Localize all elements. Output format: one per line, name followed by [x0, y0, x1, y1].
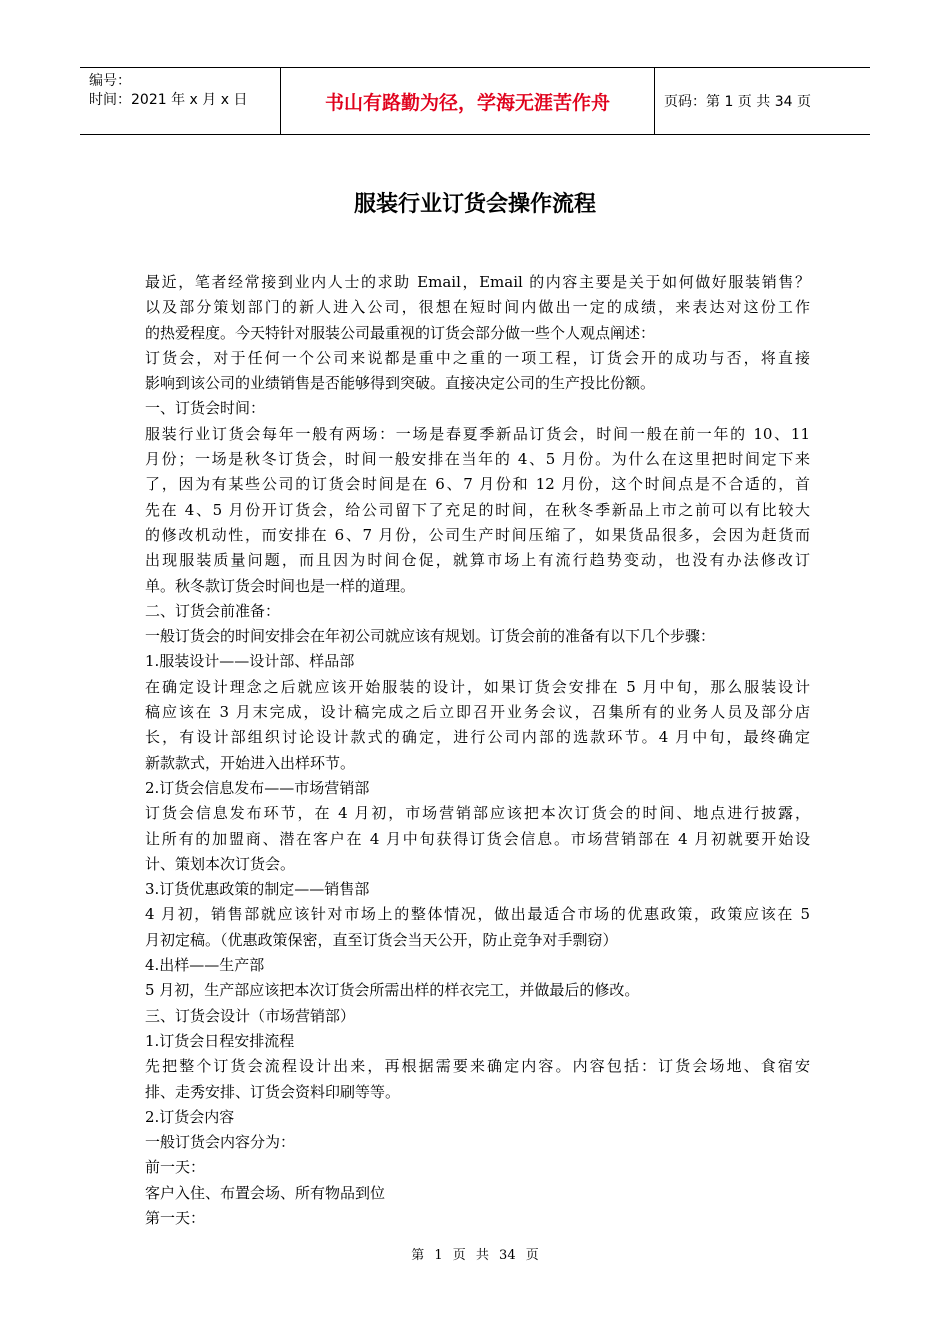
body-line: 服装行业订货会每年一般有两场：一场是春夏季新品订货会，时间一般在前一年的 10、11 — [145, 424, 810, 443]
body-line: 1.服装设计——设计部、样品部 — [145, 652, 355, 671]
header-meta — [80, 68, 281, 134]
body-line: 先在 4、5 月份开订货会，给公司留下了充足的时间，在秋冬季新品上市之前可以有比较大 — [145, 500, 810, 519]
body-line: 4.出样——生产部 — [145, 956, 265, 975]
body-line: 的热爱程度。今天特针对服装公司最重视的订货会部分做一些个人观点阐述： — [145, 323, 656, 342]
body-line: 一般订货会内容分为： — [145, 1133, 296, 1152]
body-line: 新款款式，开始进入出样环节。 — [145, 753, 356, 772]
date-label: 时间：2021 年 x 月 x 日 — [89, 92, 248, 108]
body-line: 在确定设计理念之后就应该开始服装的设计，如果订货会安排在 5 月中旬，那么服装设计 — [145, 677, 810, 696]
body-line: 月初定稿。（优惠政策保密，直至订货会当天公开，防止竞争对手剽窃） — [145, 930, 618, 949]
body-line: 让所有的加盟商、潜在客户在 4 月中旬获得订货会信息。市场营销部在 4 月初就要开始设 — [145, 829, 810, 848]
body-line: 2.订货会信息发布——市场营销部 — [145, 778, 370, 797]
document-title: 服装行业订货会操作流程 — [353, 192, 596, 217]
body-line: 出现服装质量问题，而且因为时间仓促，就算市场上有流行趋势变动，也没有办法修改订 — [145, 551, 810, 570]
header-motto: 书山有路勤为径，学海无涯苦作舟 — [281, 68, 655, 134]
body-line: 第一天： — [145, 1208, 206, 1227]
body-line: 先把整个订货会流程设计出来，再根据需要来确定内容。内容包括：订货会场地、食宿安 — [145, 1057, 810, 1076]
body-line: 4 月初，销售部就应该针对市场上的整体情况，做出最适合市场的优惠政策，政策应该在 5 — [145, 905, 810, 924]
body-line: 订货会信息发布环节，在 4 月初，市场营销部应该把本次订货会的时间、地点进行披露， — [145, 804, 810, 823]
body-line: 单。秋冬款订货会时间也是一样的道理。 — [145, 576, 416, 595]
body-line: 以及部分策划部门的新人进入公司，很想在短时间内做出一定的成绩，来表达对这份工作 — [145, 298, 810, 317]
body-line: 计、策划本次订货会。 — [145, 854, 296, 873]
body-line: 三、订货会设计（市场营销部） — [145, 1006, 356, 1025]
body-line: 前一天： — [145, 1158, 206, 1177]
body-line: 5 月初，生产部应该把本次订货会所需出样的样衣完工，并做最后的修改。 — [145, 981, 640, 1000]
body-line: 了，因为有某些公司的订货会时间是在 6、7 月份和 12 月份，这个时间点是不合适的，首 — [145, 475, 810, 494]
body-line: 影响到该公司的业绩销售是否能够得到突破。直接决定公司的生产投比份额。 — [145, 374, 656, 393]
body-line: 一、订货会时间： — [145, 399, 266, 418]
header-page-info: 页码：第 1 页 共 34 页 — [664, 94, 811, 110]
body-line: 订货会，对于任何一个公司来说都是重中之重的一项工程，订货会开的成功与否，将直接 — [145, 348, 810, 367]
page-footer: 第 1 页 共 34 页 — [411, 1248, 539, 1263]
body-line: 1.订货会日程安排流程 — [145, 1031, 295, 1050]
body-line: 二、订货会前准备： — [145, 601, 281, 620]
page-header — [80, 67, 870, 135]
body-line: 月份；一场是秋冬订货会，时间一般安排在当年的 4、5 月份。为什么在这里把时间定下来 — [145, 450, 810, 469]
body-line: 的修改机动性，而安排在 6、7 月份，公司生产时间压缩了，如果货品很多，会因为赶货而 — [145, 525, 810, 544]
body-line: 最近，笔者经常接到业内人士的求助 Email，Email 的内容主要是关于如何做好服装销售？ — [145, 273, 810, 291]
body-line: 稿应该在 3 月末完成，设计稿完成之后立即召开业务会议，召集所有的业务人员及部分店 — [145, 703, 810, 722]
number-label: 编号： — [89, 73, 131, 89]
body-line: 一般订货会的时间安排会在年初公司就应该有规划。订货会前的准备有以下几个步骤： — [145, 627, 716, 646]
body-line: 排、走秀安排、订货会资料印刷等等。 — [145, 1082, 401, 1101]
body-line: 2.订货会内容 — [145, 1107, 235, 1126]
body-line: 客户入住、布置会场、所有物品到位 — [145, 1183, 386, 1202]
document-body — [145, 270, 810, 1231]
body-line: 长，有设计部组织讨论设计款式的确定，进行公司内部的选款环节。4 月中旬，最终确定 — [145, 728, 810, 747]
body-line: 3.订货优惠政策的制定——销售部 — [145, 880, 370, 899]
